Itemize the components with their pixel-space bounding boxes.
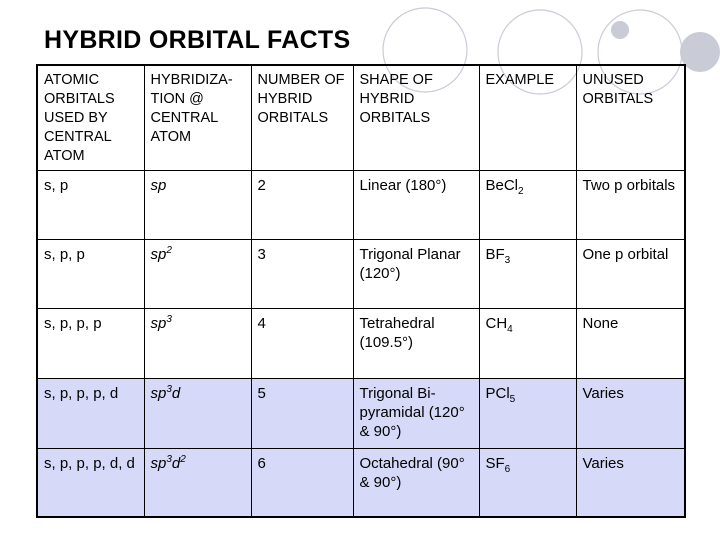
cell-shape: Octahedral (90° & 90°) (353, 448, 479, 517)
cell-orbitals: s, p, p (37, 239, 144, 308)
cell-orbitals: s, p, p, p, d, d (37, 448, 144, 517)
cell-example: BeCl$_2$ (479, 170, 576, 239)
cell-shape: Trigonal Bi-pyramidal (120° & 90°) (353, 378, 479, 448)
cell-shape: Tetrahedral (109.5°) (353, 308, 479, 378)
cell-number: 4 (251, 308, 353, 378)
cell-orbitals: s, p, p, p, d (37, 378, 144, 448)
cell-number: 5 (251, 378, 353, 448)
header-example: EXAMPLE (479, 65, 576, 170)
cell-orbitals: s, p, p, p (37, 308, 144, 378)
cell-example: $CH_4$ (479, 308, 576, 378)
cell-number: 2 (251, 170, 353, 239)
table-row (37, 378, 685, 448)
table-row (37, 239, 685, 308)
cell-hybridization: $sp^3d^2$ (144, 448, 251, 517)
table-row (37, 448, 685, 517)
cell-number: 3 (251, 239, 353, 308)
cell-example: $BF_3$ (479, 239, 576, 308)
table-row (37, 170, 685, 239)
cell-hybridization: $sp^3$ (144, 308, 251, 378)
table-row (37, 308, 685, 378)
hybrid-orbital-table (36, 64, 686, 518)
table-header-row (37, 65, 685, 170)
cell-example: PCl$_5$ (479, 378, 576, 448)
slide-title: HYBRID ORBITAL FACTS (44, 26, 351, 54)
cell-shape: Linear (180°) (353, 170, 479, 239)
cell-example: $SF_6$ (479, 448, 576, 517)
cell-unused: Two p orbitals (576, 170, 685, 239)
header-shape: SHAPE OF HYBRID ORBITALS (353, 65, 479, 170)
header-unused-orbitals: UNUSED ORBITALS (576, 65, 685, 170)
cell-number: 6 (251, 448, 353, 517)
header-number-of-hybrid-orbitals: NUMBER OF HYBRID ORBITALS (251, 65, 353, 170)
cell-unused: None (576, 308, 685, 378)
cell-unused: Varies (576, 378, 685, 448)
cell-hybridization: sp (144, 170, 251, 239)
cell-unused: One p orbital (576, 239, 685, 308)
cell-shape: Trigonal Planar (120°) (353, 239, 479, 308)
cell-hybridization: $sp^3d$ (144, 378, 251, 448)
cell-orbitals: s, p (37, 170, 144, 239)
cell-hybridization: $sp^2$ (144, 239, 251, 308)
header-hybridization: HYBRIDIZA-TION @ CENTRAL ATOM (144, 65, 251, 170)
header-atomic-orbitals: ATOMIC ORBITALS USED BY CENTRAL ATOM (37, 65, 144, 170)
cell-unused: Varies (576, 448, 685, 517)
